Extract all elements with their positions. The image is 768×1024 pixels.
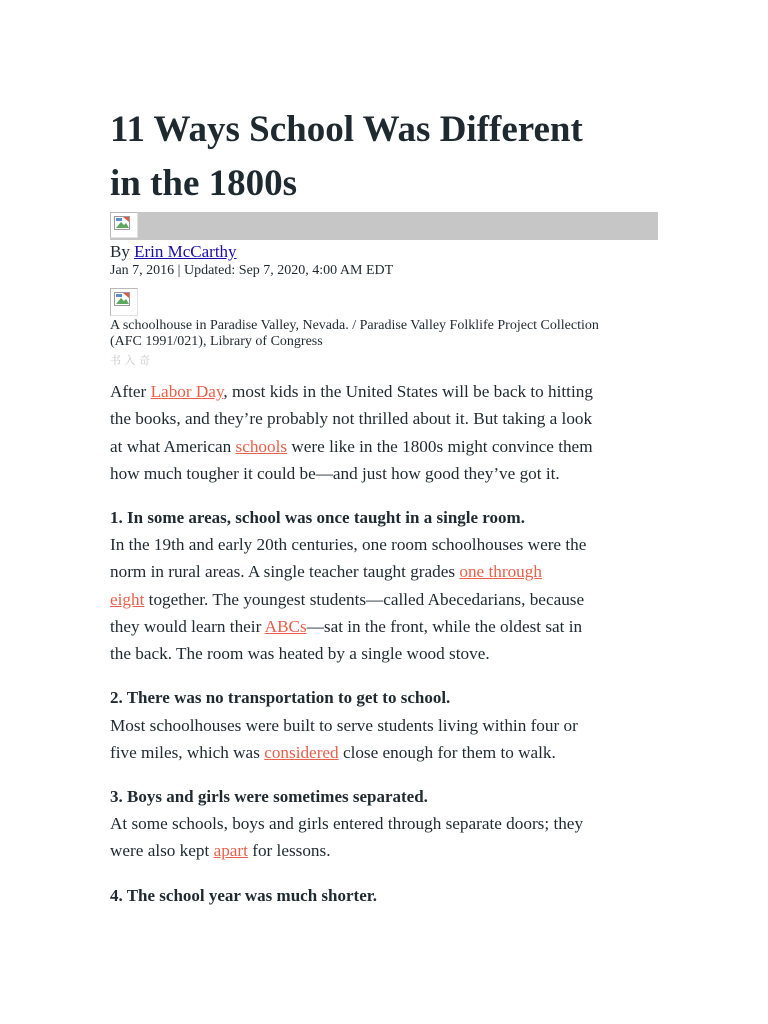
text: for lessons.	[247, 841, 331, 861]
text: , most kids in the United States will be back to hitting	[223, 382, 593, 401]
paragraph-line	[110, 613, 658, 640]
section-heading-2: 2. There was no transportation to get to school.	[110, 688, 451, 707]
text: close enough for them to walk.	[338, 743, 556, 763]
text: at what American	[110, 436, 236, 456]
image-caption	[110, 318, 670, 350]
text: were like in the 1800s might convince them	[287, 436, 593, 456]
dateline: Jan 7, 2016 | Updated: Sep 7, 2020, 4:00 AM EDT	[110, 263, 394, 278]
paragraph-line: the back. The room was heated by a single wood stove.	[110, 644, 490, 664]
intro-paragraph	[110, 378, 658, 487]
section-heading-1: 1. In some areas, school was once taught in a single room.	[110, 508, 525, 527]
page-title	[110, 103, 658, 211]
byline	[110, 242, 237, 262]
paragraph-line: Most schoolhouses were built to serve students living within four or	[110, 716, 578, 735]
paragraph-line	[110, 378, 658, 405]
abcs-link[interactable]: ABCs	[264, 616, 307, 636]
considered-link[interactable]: considered	[264, 743, 339, 763]
paragraph-line: how much tougher it could be—and just how good they’ve got it.	[110, 463, 560, 483]
text: they would learn their	[110, 616, 265, 636]
one-through-eight-link[interactable]: eight	[110, 589, 145, 609]
section-3-paragraph	[110, 810, 658, 865]
labor-day-link[interactable]: Labor Day	[150, 382, 224, 401]
paragraph-line: At some schools, boys and girls entered through separate doors; they	[110, 814, 584, 833]
section-heading-4: 4. The school year was much shorter.	[110, 886, 377, 905]
text: five miles, which was	[110, 743, 265, 763]
paragraph-line	[110, 586, 658, 613]
paragraph-line: In the 19th and early 20th centuries, one room schoolhouses were the	[110, 535, 587, 554]
paragraph-line	[110, 739, 658, 766]
paragraph-line: the books, and they’re probably not thrilled about it. But taking a look	[110, 409, 593, 429]
author-link[interactable]: Erin McCarthy	[134, 242, 237, 261]
banner-ad-placeholder	[110, 212, 658, 240]
text: —sat in the front, while the oldest sat in	[306, 616, 583, 636]
paragraph-line	[110, 433, 658, 460]
broken-image-icon	[110, 212, 138, 238]
title-line-1: 11 Ways School Was Different	[110, 109, 583, 150]
section-2-paragraph	[110, 712, 658, 767]
paragraph-line	[110, 558, 658, 585]
text: After	[110, 382, 151, 401]
text: norm in rural areas. A single teacher taught grades	[110, 562, 460, 582]
text: were also kept	[110, 841, 214, 861]
paragraph-line	[110, 837, 658, 864]
section-1-paragraph	[110, 531, 658, 667]
broken-image-icon	[110, 288, 138, 316]
text: together. The youngest students—called Abecedarians, because	[144, 589, 585, 609]
schools-link[interactable]: schools	[235, 436, 288, 456]
one-through-eight-link[interactable]: one through	[459, 562, 542, 582]
caption-line-2: (AFC 1991/021), Library of Congress	[110, 334, 323, 349]
byline-prefix: By	[110, 242, 135, 261]
caption-line-1: A schoolhouse in Paradise Valley, Nevada. / Paradise Valley Folklife Project Collection	[110, 318, 599, 333]
apart-link[interactable]: apart	[213, 841, 248, 861]
caption-watermark: 书 入 奇	[110, 354, 150, 367]
title-line-2: in the 1800s	[110, 163, 298, 204]
section-heading-3: 3. Boys and girls were sometimes separated.	[110, 787, 428, 806]
